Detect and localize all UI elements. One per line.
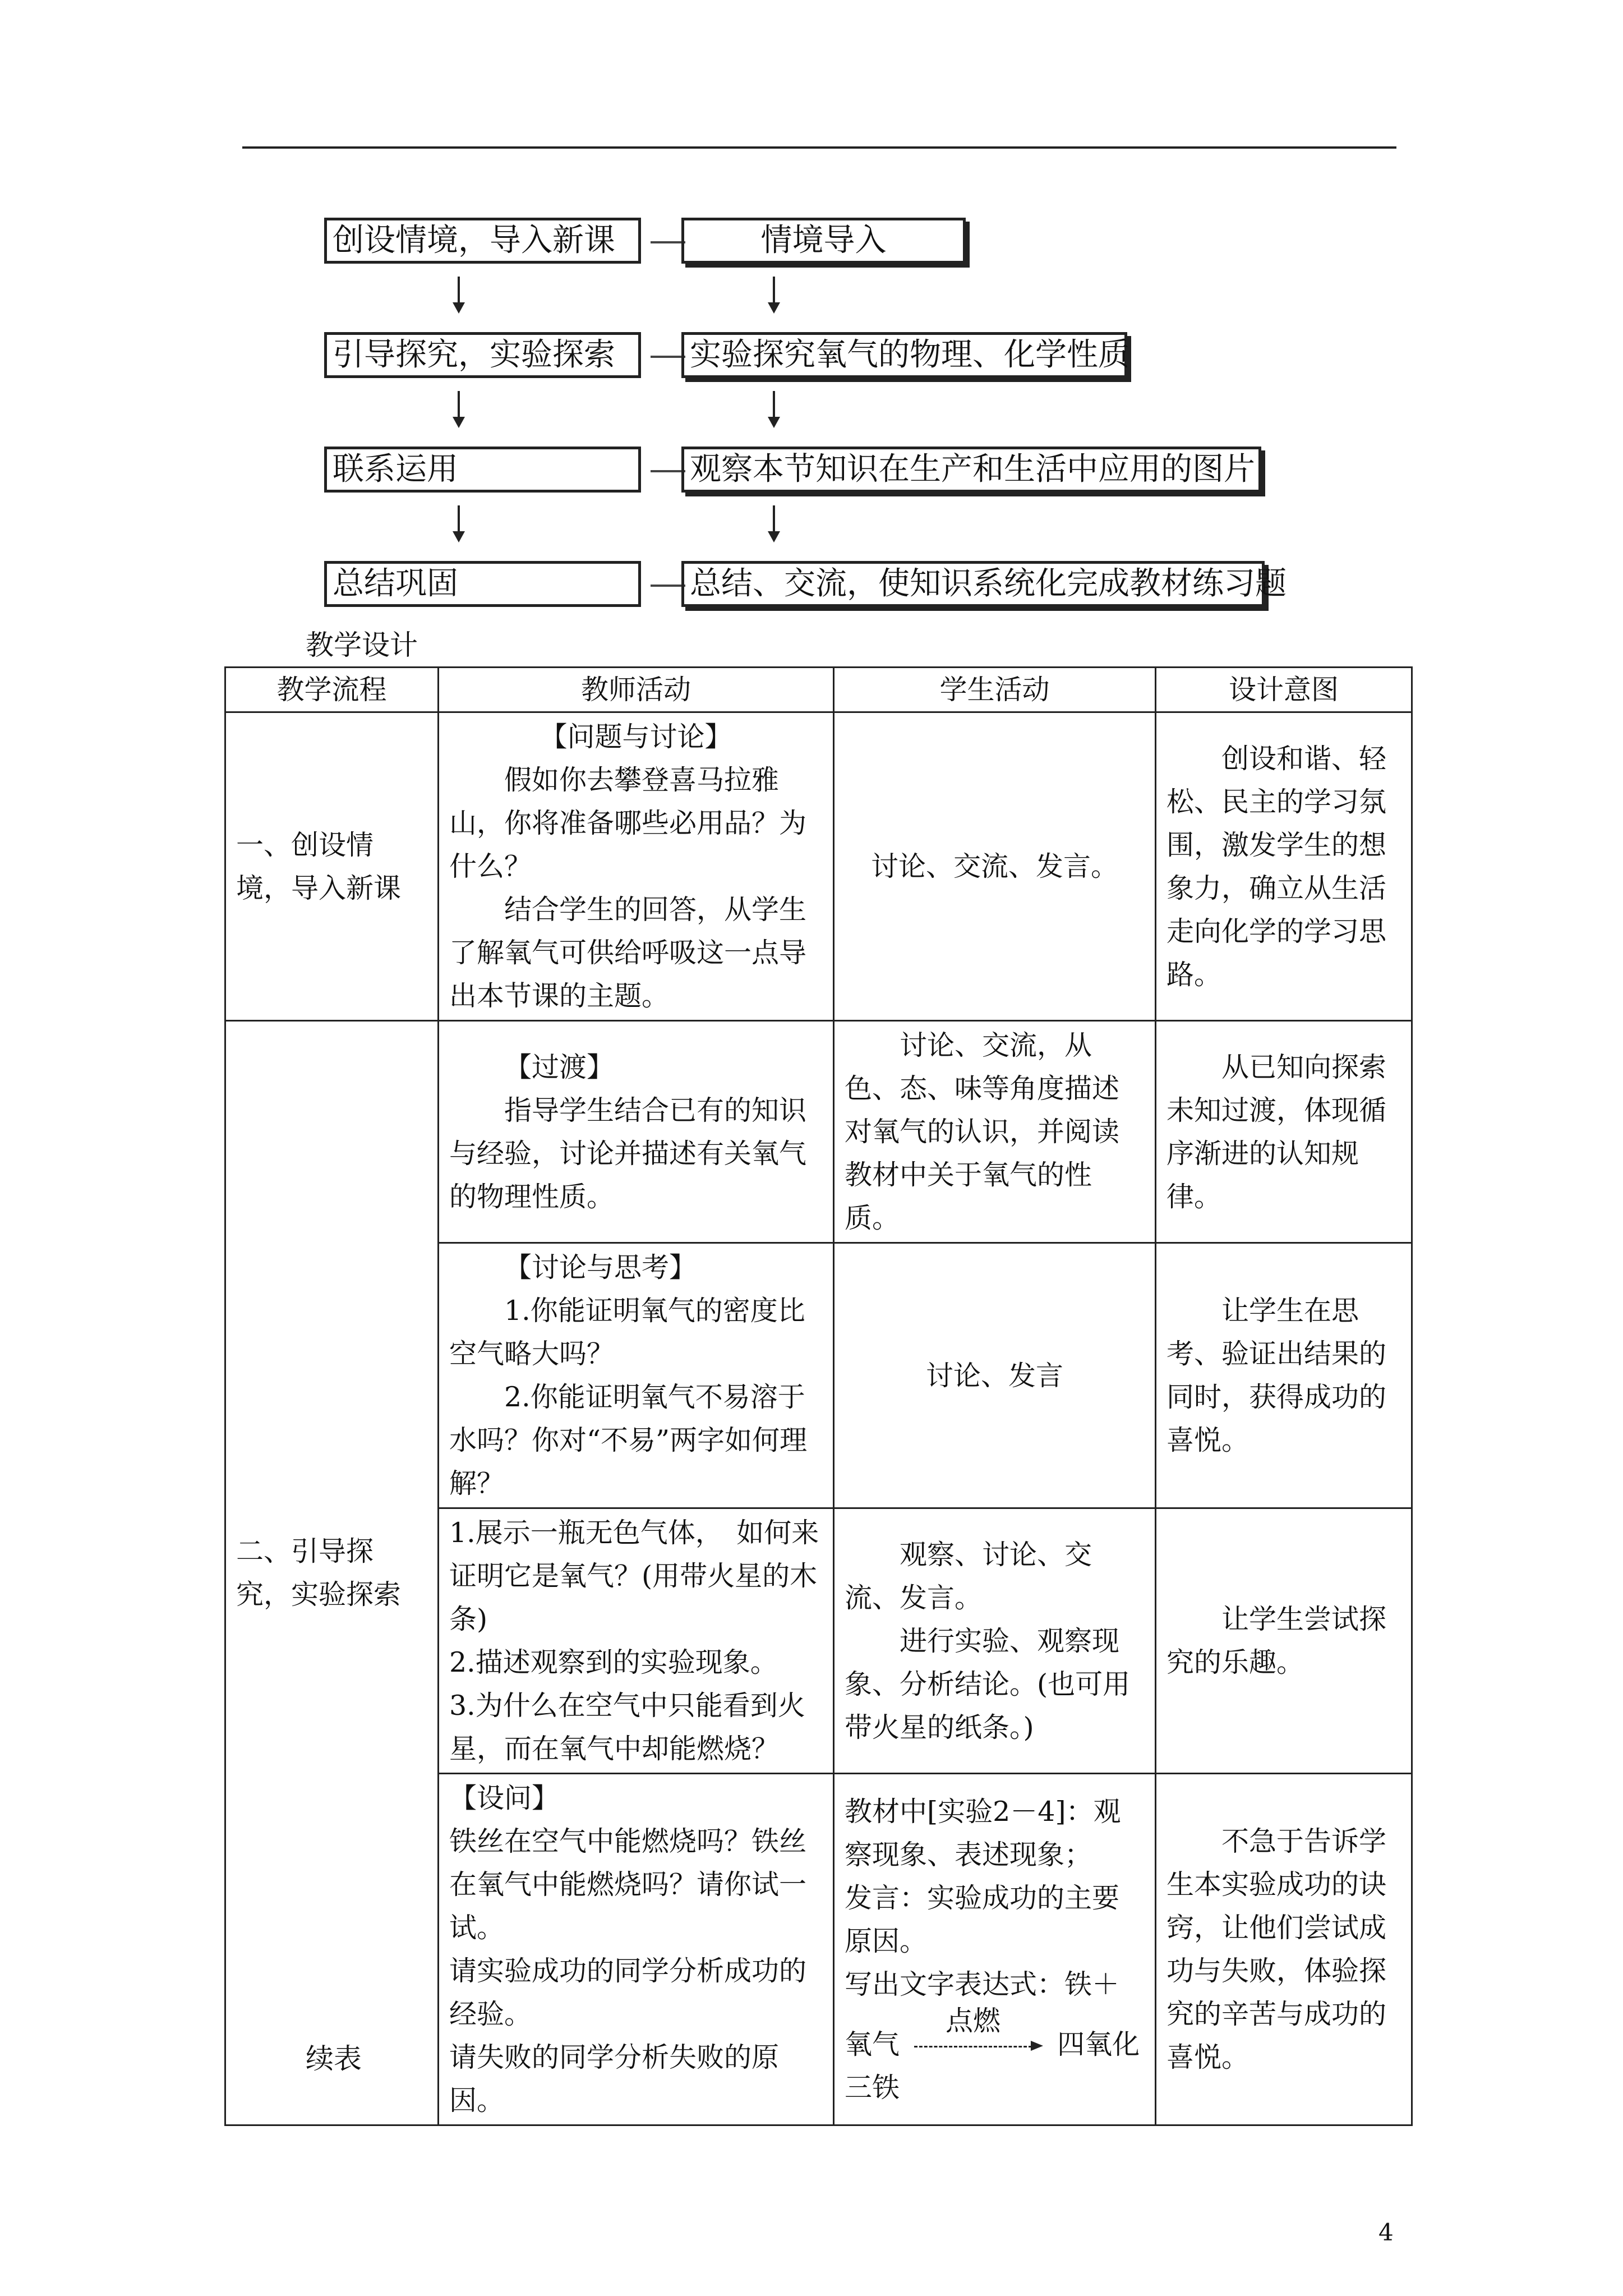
section-title: 教学设计	[306, 629, 418, 661]
student-activity-cell: 讨论、交流，从色、态、味等角度描述对氧气的认识，并阅读教材中关于氧气的性质。	[834, 1021, 1156, 1243]
teacher-text: 铁丝在空气中能燃烧吗？铁丝在氧气中能燃烧吗？请你试一试。	[449, 1825, 807, 1944]
table-row	[225, 712, 1412, 1021]
flow-connector	[651, 585, 685, 587]
intent-cell: 从已知向探索未知过渡，体现循序渐进的认知规律。	[1156, 1021, 1412, 1243]
down-arrow-icon	[448, 391, 470, 430]
intent-cell: 不急于告诉学生本实验成功的诀窍，让他们尝试成功与失败，体验探究的辛苦与成功的喜悦。	[1156, 1774, 1412, 2125]
word-equation	[845, 2004, 1145, 2109]
table-row	[225, 1021, 1412, 1243]
equation-reactant: 氧气	[845, 2028, 900, 2060]
intent-cell: 创设和谐、轻松、民主的学习氛围，激发学生的想象力，确立从生活走向化学的学习思路。	[1156, 712, 1412, 1021]
equation-condition: 点燃	[946, 2004, 1001, 2037]
table-header-row	[225, 668, 1412, 712]
student-text: 写出文字表达式：铁＋	[845, 1968, 1120, 2000]
header-rule	[242, 146, 1396, 149]
header-intent: 设计意图	[1156, 668, 1412, 712]
teacher-heading: 【过渡】	[504, 1051, 615, 1083]
flow-activity-4: 总结、交流，使知识系统化完成教材练习题	[681, 561, 1265, 607]
teacher-heading: 【问题与讨论】	[540, 721, 732, 753]
stage-cell: 一、创设情境，导入新课	[225, 712, 439, 1021]
header-teacher: 教师活动	[439, 668, 834, 712]
flow-step-4: 总结巩固	[324, 561, 641, 607]
student-text: 观察、讨论、交流、发言。	[845, 1538, 1092, 1614]
teacher-text: 2.描述观察到的实验现象。	[449, 1646, 778, 1678]
flow-connector	[651, 470, 685, 472]
teacher-text: 请实验成功的同学分析成功的经验。	[449, 1955, 807, 2030]
continued-label: 续表	[306, 2042, 362, 2075]
flow-connector	[651, 356, 685, 358]
down-arrow-icon	[763, 391, 785, 430]
student-activity-cell	[834, 1774, 1156, 2125]
teacher-text: 请失败的同学分析失败的原因。	[449, 2041, 780, 2116]
student-activity-cell	[834, 1508, 1156, 1774]
down-arrow-icon	[448, 277, 470, 316]
intent-cell: 让学生尝试探究的乐趣。	[1156, 1508, 1412, 1774]
teacher-activity-cell	[439, 1243, 834, 1508]
down-arrow-icon	[448, 505, 470, 545]
flow-activity-3: 观察本节知识在生产和生活中应用的图片	[681, 447, 1261, 493]
teacher-text: 结合学生的回答，从学生了解氧气可供给呼吸这一点导出本节课的主题。	[449, 894, 807, 1012]
student-text: 教材中[实验2－4]：观察现象、表述现象；	[845, 1795, 1121, 1871]
flow-step-2: 引导探究，实验探索	[324, 332, 641, 378]
teacher-text: 指导学生结合已有的知识与经验，讨论并描述有关氧气的物理性质。	[449, 1094, 807, 1213]
intent-cell: 让学生在思考、验证出结果的同时，获得成功的喜悦。	[1156, 1243, 1412, 1508]
teacher-activity-cell	[439, 1774, 834, 2125]
student-activity-cell: 讨论、交流、发言。	[834, 712, 1156, 1021]
teacher-activity-cell	[439, 712, 834, 1021]
header-process: 教学流程	[225, 668, 439, 712]
stage-cell: 二、引导探究，实验探索	[225, 1021, 439, 2125]
flow-step-3: 联系运用	[324, 447, 641, 493]
teaching-design-table	[224, 666, 1413, 2126]
flow-step-1: 创设情境，导入新课	[324, 218, 641, 264]
flow-activity-1: 情境导入	[681, 218, 966, 264]
down-arrow-icon	[763, 277, 785, 316]
student-text: 进行实验、观察现象、分析结论。(也可用带火星的纸条。)	[845, 1625, 1131, 1743]
student-text: 发言：实验成功的主要原因。	[845, 1881, 1120, 1957]
teacher-activity-cell	[439, 1508, 834, 1774]
flow-connector	[651, 241, 685, 243]
teacher-heading: 【讨论与思考】	[504, 1251, 697, 1283]
down-arrow-icon	[763, 505, 785, 545]
teacher-text: 假如你去攀登喜马拉雅山，你将准备哪些必用品？为什么？	[449, 764, 807, 882]
reaction-arrow-icon	[914, 2044, 1043, 2049]
page-number: 4	[1378, 2219, 1394, 2246]
teacher-text: 1.展示一瓶无色气体， 如何来证明它是氧气？(用带火星的木条)	[449, 1517, 819, 1635]
flow-activity-2: 实验探究氧气的物理、化学性质	[681, 332, 1127, 378]
teacher-activity-cell	[439, 1021, 834, 1243]
header-student: 学生活动	[834, 668, 1156, 712]
student-activity-cell: 讨论、发言	[834, 1243, 1156, 1508]
teacher-text: 3.为什么在空气中只能看到火星，而在氧气中却能燃烧？	[449, 1690, 805, 1765]
equation-product: 四氧化三铁	[845, 2028, 1140, 2104]
teacher-text: 2.你能证明氧气不易溶于水吗？你对“不易”两字如何理解？	[449, 1381, 808, 1499]
teacher-heading: 【设问】	[449, 1782, 560, 1814]
teacher-text: 1.你能证明氧气的密度比空气略大吗？	[449, 1295, 805, 1370]
